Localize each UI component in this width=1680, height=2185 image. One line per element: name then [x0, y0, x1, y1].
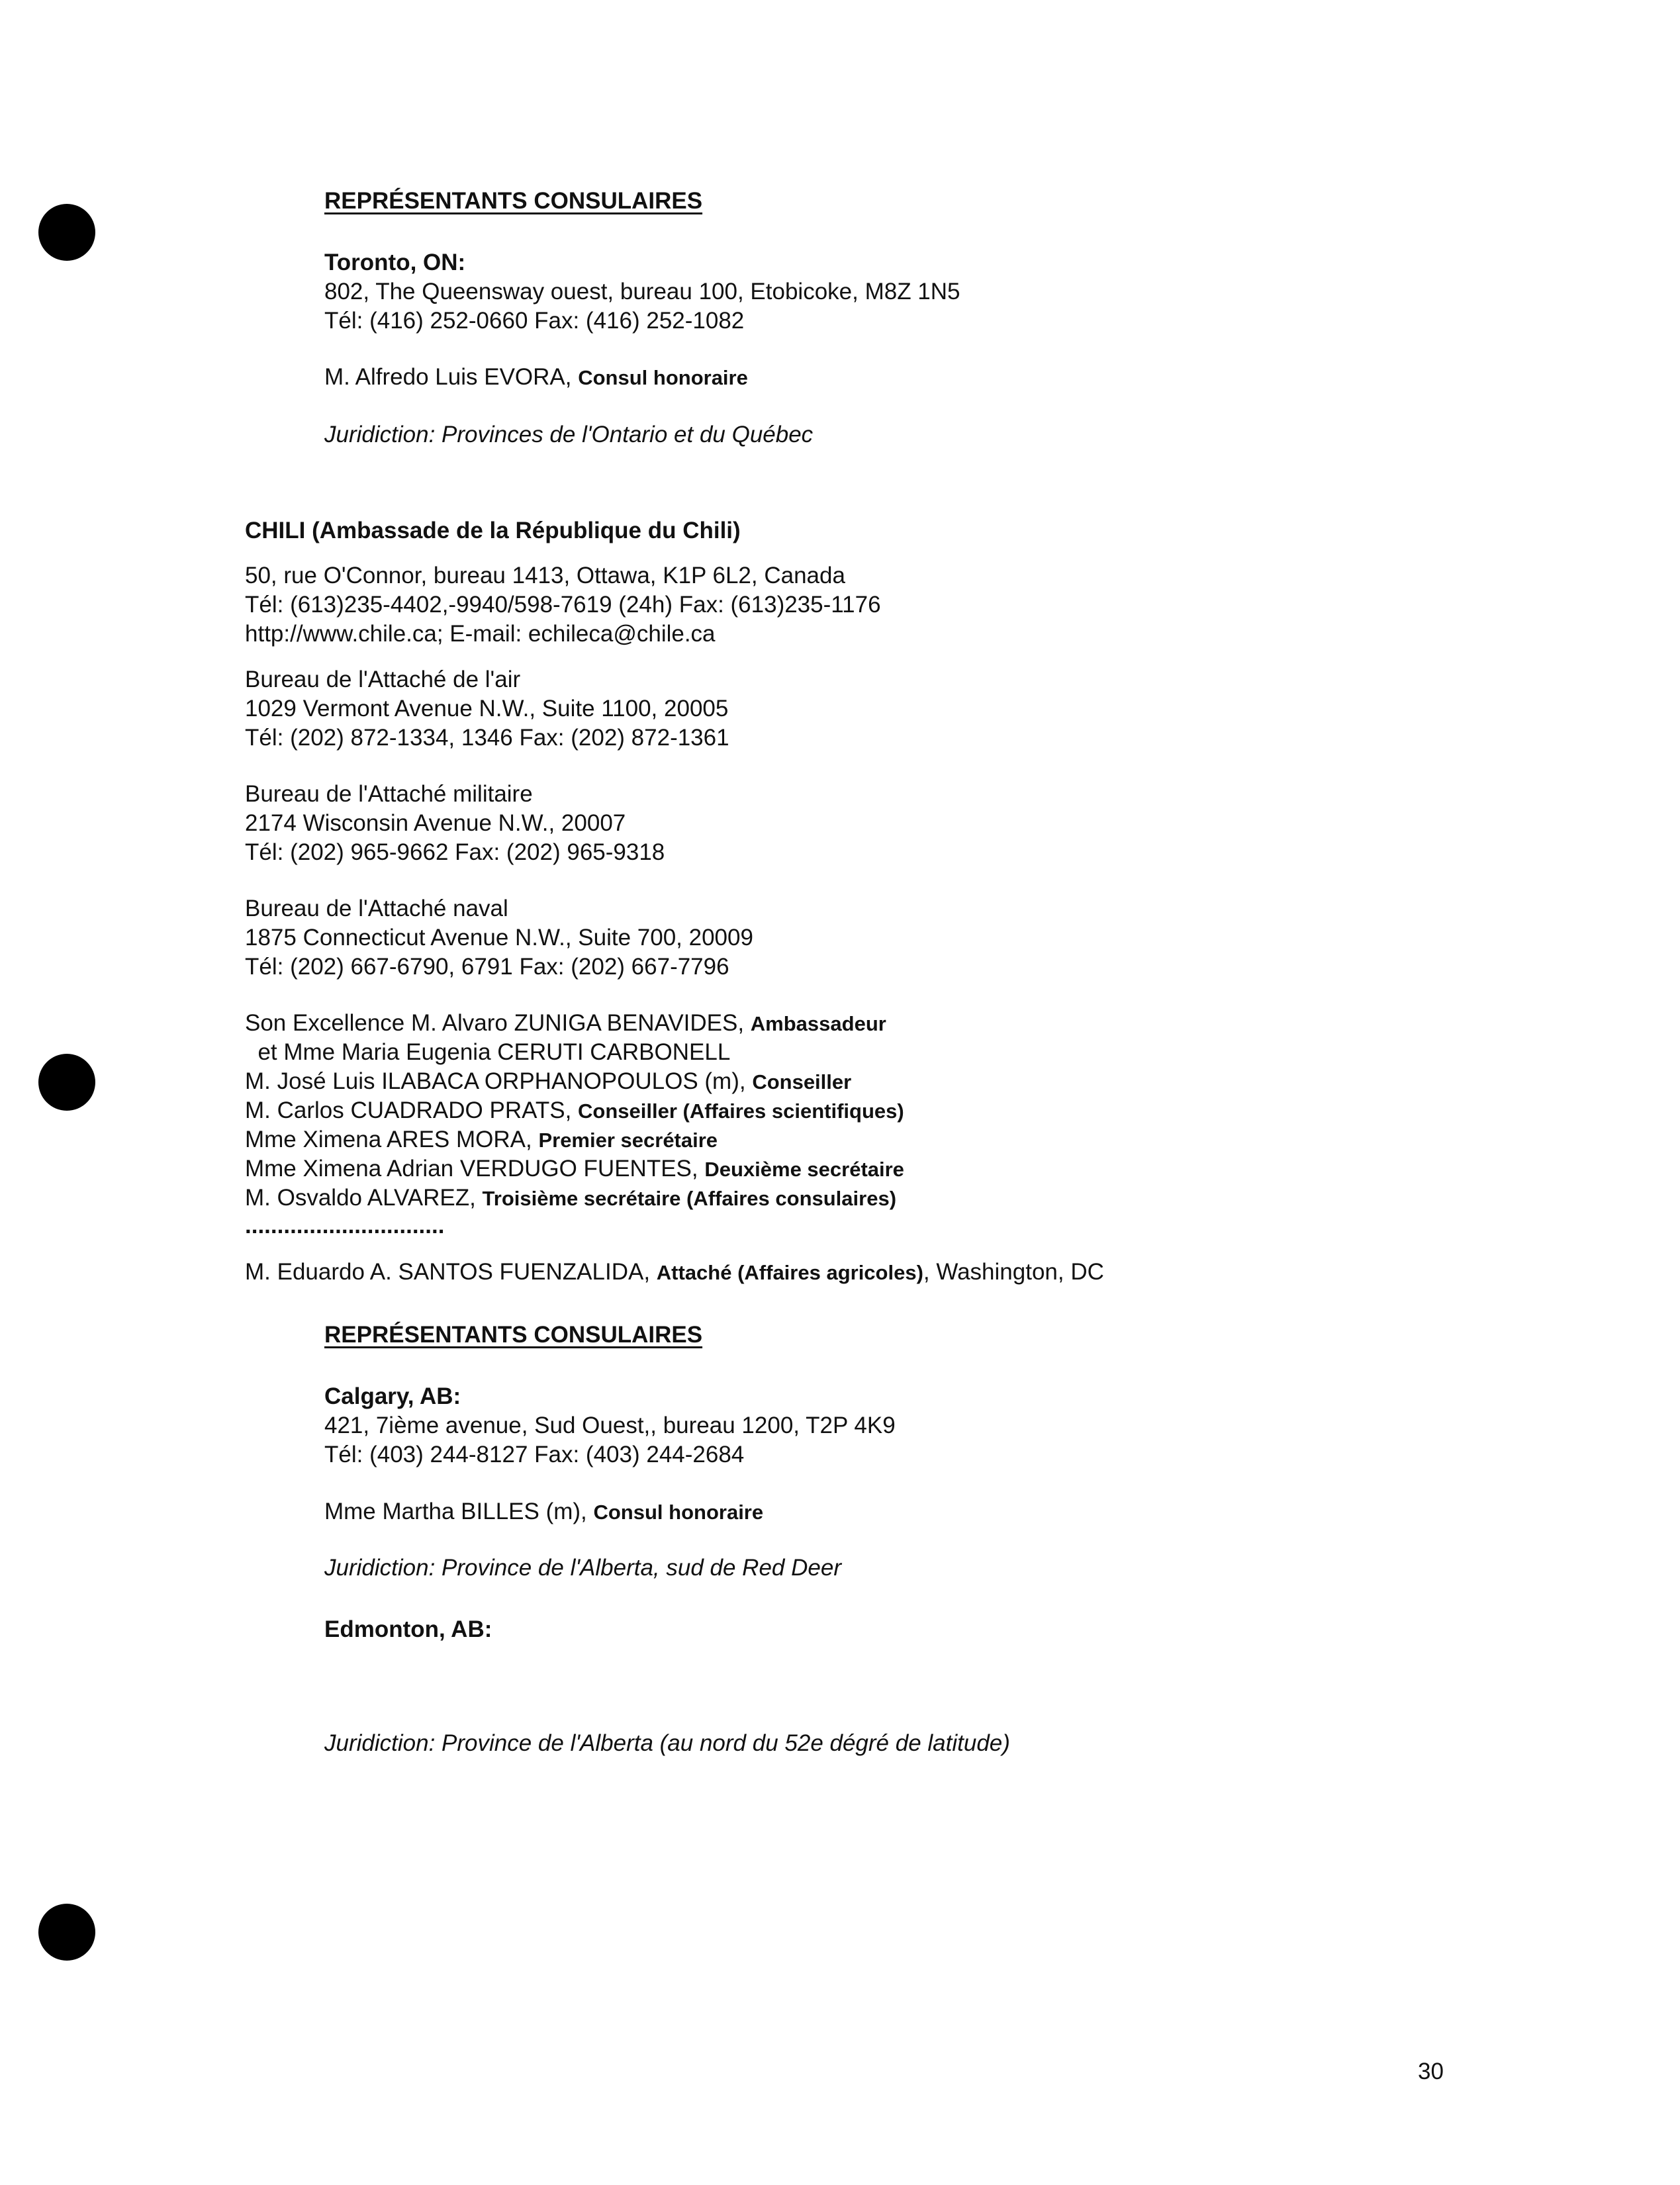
staff-line	[245, 1125, 718, 1155]
staff-line	[245, 1154, 904, 1184]
staff-line	[245, 1067, 851, 1097]
person-line	[324, 363, 748, 393]
staff-title: Conseiller (Affaires scientifiques)	[578, 1099, 904, 1123]
office-name: Bureau de l'Attaché militaire	[245, 781, 533, 807]
person-name: Mme Martha BILLES (m),	[324, 1499, 594, 1524]
office-phone: Tél: (202) 872-1334, 1346 Fax: (202) 872-1361	[245, 725, 729, 751]
city-heading: Calgary, AB:	[324, 1383, 461, 1409]
office-address: 1875 Connecticut Avenue N.W., Suite 700, 20009	[245, 925, 753, 951]
phone-line: Tél: (416) 252-0660 Fax: (416) 252-1082	[324, 308, 745, 334]
attache-location: , Washington, DC	[923, 1259, 1104, 1285]
embassy-web: http://www.chile.ca; E-mail: echileca@chile.ca	[245, 621, 716, 647]
staff-name: M. Osvaldo ALVAREZ,	[245, 1185, 483, 1211]
address-line: 421, 7ième avenue, Sud Ouest,, bureau 1200, T2P 4K9	[324, 1413, 896, 1438]
staff-line	[245, 1096, 904, 1126]
section-heading: REPRÉSENTANTS CONSULAIRES	[324, 188, 703, 214]
attache-title: Attaché (Affaires agricoles)	[656, 1261, 923, 1284]
separator-dots: ...............................	[245, 1213, 445, 1238]
staff-name: Son Excellence M. Alvaro ZUNIGA BENAVIDES,	[245, 1010, 751, 1036]
staff-title: Conseiller	[752, 1070, 852, 1093]
person-title: Consul honoraire	[593, 1501, 764, 1524]
staff-title: Troisième secrétaire (Affaires consulaires)	[482, 1187, 897, 1210]
staff-title: Ambassadeur	[750, 1012, 886, 1035]
binder-hole	[38, 1904, 95, 1961]
office-name: Bureau de l'Attaché de l'air	[245, 667, 521, 692]
office-address: 1029 Vermont Avenue N.W., Suite 1100, 20005	[245, 696, 729, 721]
staff-title: Premier secrétaire	[538, 1129, 718, 1152]
embassy-phone: Tél: (613)235-4402,-9940/598-7619 (24h) Fax: (613)235-1176	[245, 592, 881, 618]
jurisdiction-line: Juridiction: Province de l'Alberta (au nord du 52e dégré de latitude)	[324, 1730, 1010, 1756]
section-heading: REPRÉSENTANTS CONSULAIRES	[324, 1322, 703, 1348]
address-line: 802, The Queensway ouest, bureau 100, Etobicoke, M8Z 1N5	[324, 279, 960, 304]
person-line	[324, 1497, 763, 1527]
staff-name: M. José Luis ILABACA ORPHANOPOULOS (m),	[245, 1068, 753, 1094]
city-heading: Toronto, ON:	[324, 250, 466, 275]
staff-name: Mme Ximena ARES MORA,	[245, 1127, 539, 1152]
office-name: Bureau de l'Attaché naval	[245, 896, 508, 921]
city-heading: Edmonton, AB:	[324, 1616, 492, 1642]
attache-line	[245, 1258, 1104, 1287]
staff-line	[245, 1184, 896, 1213]
staff-name: Mme Ximena Adrian VERDUGO FUENTES,	[245, 1156, 705, 1182]
office-phone: Tél: (202) 965-9662 Fax: (202) 965-9318	[245, 839, 665, 865]
attache-name: M. Eduardo A. SANTOS FUENZALIDA,	[245, 1259, 657, 1285]
page-number: 30	[1418, 2059, 1444, 2084]
office-phone: Tél: (202) 667-6790, 6791 Fax: (202) 667-7796	[245, 954, 729, 980]
person-title: Consul honoraire	[578, 366, 748, 389]
jurisdiction-line: Juridiction: Province de l'Alberta, sud de Red Deer	[324, 1555, 841, 1581]
staff-title: Deuxième secrétaire	[704, 1158, 904, 1181]
staff-line	[245, 1038, 730, 1067]
country-heading: CHILI (Ambassade de la République du Chili)	[245, 518, 741, 543]
embassy-address: 50, rue O'Connor, bureau 1413, Ottawa, K1P 6L2, Canada	[245, 563, 845, 588]
binder-hole	[38, 204, 95, 261]
phone-line: Tél: (403) 244-8127 Fax: (403) 244-2684	[324, 1442, 745, 1467]
jurisdiction-line: Juridiction: Provinces de l'Ontario et du Québec	[324, 422, 814, 447]
binder-hole	[38, 1054, 95, 1111]
staff-name: M. Carlos CUADRADO PRATS,	[245, 1097, 579, 1123]
staff-line	[245, 1009, 886, 1039]
staff-name: et Mme Maria Eugenia CERUTI CARBONELL	[245, 1039, 731, 1065]
person-name: M. Alfredo Luis EVORA,	[324, 364, 579, 390]
office-address: 2174 Wisconsin Avenue N.W., 20007	[245, 810, 626, 836]
